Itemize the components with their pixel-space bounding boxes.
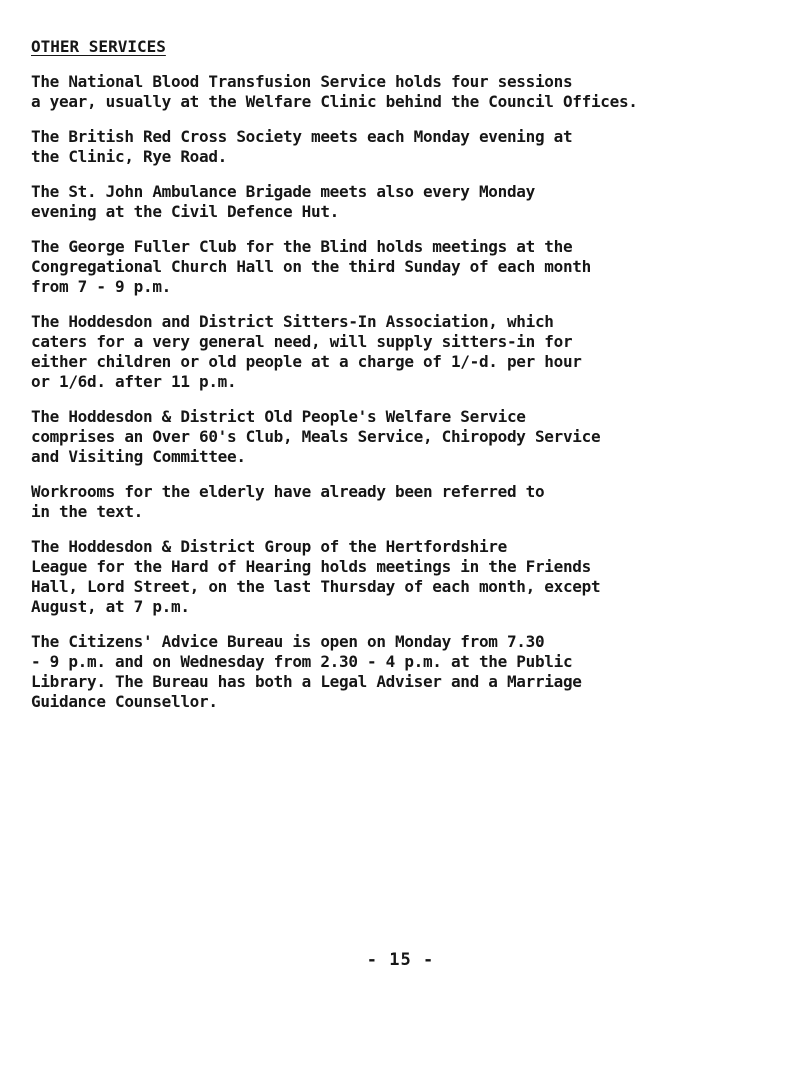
page-number: - 15 - bbox=[366, 950, 435, 970]
paragraph-sitters-in: The Hoddesdon and District Sitters-In Association, which caters for a very general need, will supply sitters-in for either children or old people at a charge of 1/-d. per hour or 1/6d. after 11 p.m. bbox=[31, 312, 582, 391]
paragraph-red-cross: The British Red Cross Society meets each Monday evening at the Clinic, Rye Road. bbox=[31, 127, 573, 166]
paragraph-hard-of-hearing: The Hoddesdon & District Group of the Hertfordshire League for the Hard of Hearing holds meetings in the Friends Hall, Lord Street, on the last Thursday of each month, except August, at 7 p.m. bbox=[31, 537, 601, 616]
section-heading: OTHER SERVICES bbox=[31, 37, 166, 56]
paragraph-citizens-advice: The Citizens' Advice Bureau is open on Monday from 7.30 - 9 p.m. and on Wednesday from 2.30 - 4 p.m. at the Public Library. The Bureau has both a Legal Adviser and a Marriage Guidance Counsellor. bbox=[31, 632, 582, 711]
paragraph-workrooms: Workrooms for the elderly have already been referred to in the text. bbox=[31, 482, 545, 521]
document-page bbox=[31, 36, 771, 727]
paragraph-st-john-ambulance: The St. John Ambulance Brigade meets also every Monday evening at the Civil Defence Hut. bbox=[31, 182, 535, 221]
paragraph-old-peoples-welfare: The Hoddesdon & District Old People's Welfare Service comprises an Over 60's Club, Meals Service, Chiropody Service and Visiting Committee. bbox=[31, 407, 601, 466]
paragraph-george-fuller-club: The George Fuller Club for the Blind holds meetings at the Congregational Church Hall on the third Sunday of each month from 7 - 9 p.m. bbox=[31, 237, 591, 296]
paragraph-blood-transfusion: The National Blood Transfusion Service holds four sessions a year, usually at the Welfare Clinic behind the Council Offices. bbox=[31, 72, 638, 111]
